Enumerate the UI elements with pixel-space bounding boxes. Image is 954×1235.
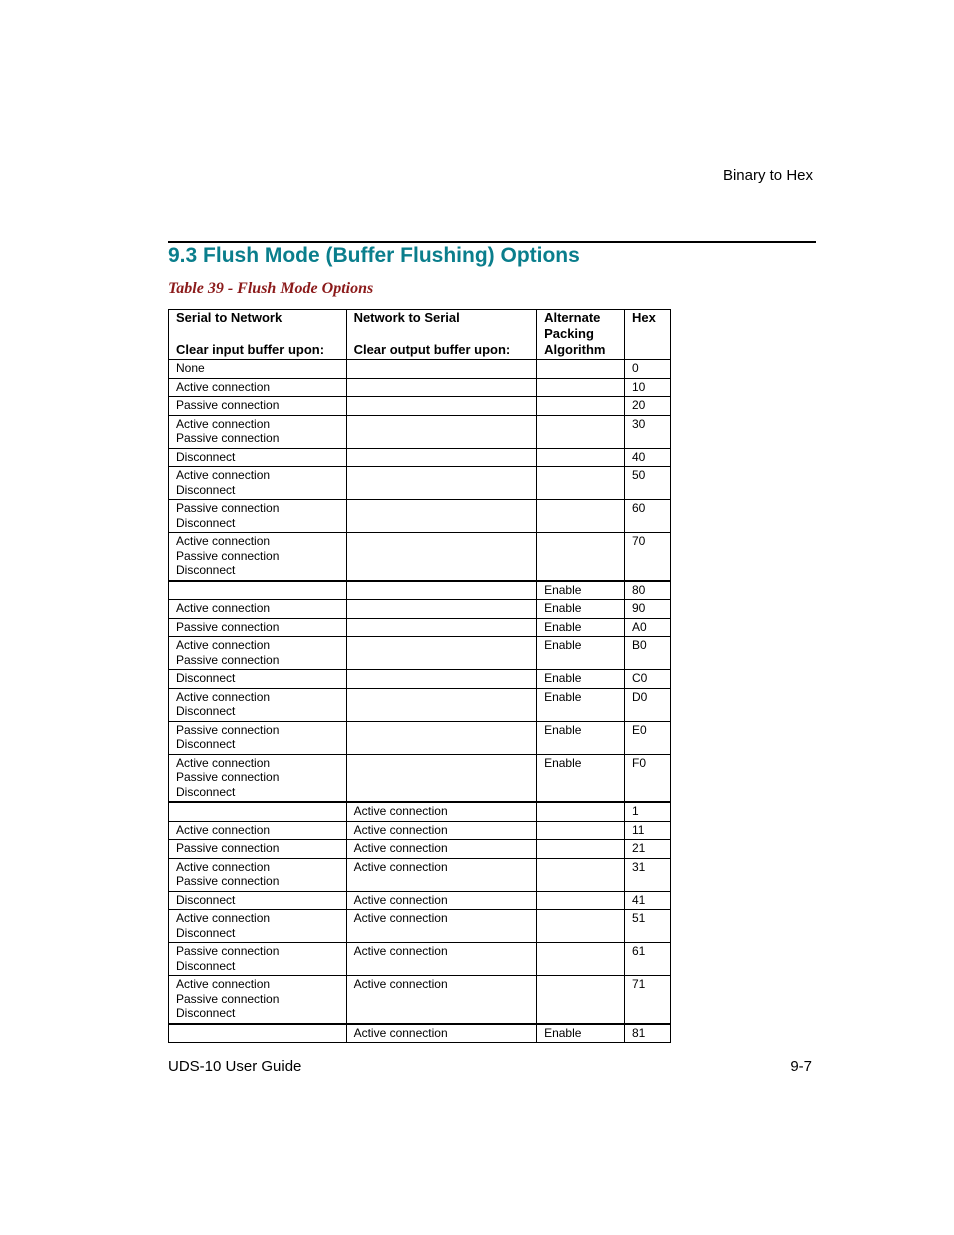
hex-cell: E0 — [625, 721, 671, 754]
table-row — [169, 976, 671, 1024]
network-to-serial-cell: Active connection — [346, 858, 537, 891]
serial-condition: Disconnect — [176, 563, 236, 577]
serial-condition: Disconnect — [176, 737, 236, 751]
serial-condition: Active connection — [176, 638, 271, 652]
network-to-serial-cell: Active connection — [346, 976, 537, 1024]
alternate-packing-cell — [537, 821, 625, 840]
hex-cell: 30 — [625, 415, 671, 448]
network-to-serial-cell: Active connection — [346, 840, 537, 859]
table-row — [169, 533, 671, 581]
alternate-packing-cell — [537, 858, 625, 891]
serial-to-network-cell — [169, 976, 347, 1024]
table-row — [169, 840, 671, 859]
table-row — [169, 618, 671, 637]
header-hex: Hex — [625, 310, 671, 360]
table-header-row — [169, 310, 671, 360]
serial-to-network-cell — [169, 688, 347, 721]
network-to-serial-cell — [346, 415, 537, 448]
alternate-packing-cell: Enable — [537, 600, 625, 619]
alternate-packing-cell — [537, 533, 625, 581]
alternate-packing-cell — [537, 415, 625, 448]
serial-condition: Passive connection — [176, 619, 280, 634]
table-row — [169, 448, 671, 467]
serial-condition: Disconnect — [176, 482, 236, 497]
table-row — [169, 821, 671, 840]
header-title: Serial to Network — [176, 310, 283, 325]
alternate-packing-cell: Enable — [537, 754, 625, 802]
table-row — [169, 891, 671, 910]
table-row — [169, 467, 671, 500]
network-to-serial-cell: Active connection — [346, 821, 537, 840]
serial-to-network-cell — [169, 721, 347, 754]
hex-cell: 81 — [625, 1024, 671, 1043]
serial-to-network-cell — [169, 821, 347, 840]
serial-to-network-cell — [169, 378, 347, 397]
serial-condition: Passive connection — [176, 548, 280, 563]
network-to-serial-cell — [346, 721, 537, 754]
network-to-serial-cell — [346, 754, 537, 802]
serial-condition: Disconnect — [176, 958, 236, 973]
table-row — [169, 721, 671, 754]
hex-cell: 41 — [625, 891, 671, 910]
section-rule — [168, 241, 816, 243]
hex-cell: 21 — [625, 840, 671, 859]
alternate-packing-cell: Enable — [537, 637, 625, 670]
serial-condition: Active connection — [176, 468, 271, 482]
serial-to-network-cell — [169, 840, 347, 859]
alternate-packing-cell — [537, 448, 625, 467]
serial-to-network-cell — [169, 802, 347, 821]
alternate-packing-cell — [537, 378, 625, 397]
hex-cell: 31 — [625, 858, 671, 891]
alternate-packing-cell — [537, 360, 625, 379]
section-title: 9.3 Flush Mode (Buffer Flushing) Options — [168, 244, 580, 267]
alternate-packing-cell — [537, 500, 625, 533]
alternate-packing-cell: Enable — [537, 688, 625, 721]
table-row — [169, 637, 671, 670]
serial-condition: Active connection — [176, 601, 271, 615]
table-row — [169, 802, 671, 821]
serial-condition: Active connection — [176, 859, 271, 874]
serial-to-network-cell — [169, 533, 347, 581]
table-row — [169, 858, 671, 891]
serial-to-network-cell — [169, 618, 347, 637]
table-row — [169, 670, 671, 689]
table-row — [169, 581, 671, 600]
alternate-packing-cell — [537, 802, 625, 821]
network-to-serial-cell — [346, 467, 537, 500]
header-title: Network to Serial — [353, 310, 460, 325]
hex-cell: 61 — [625, 943, 671, 976]
serial-to-network-cell — [169, 415, 347, 448]
hex-cell: A0 — [625, 618, 671, 637]
alternate-packing-cell — [537, 910, 625, 943]
serial-condition: Active connection — [176, 534, 271, 548]
serial-condition: Passive connection — [176, 652, 280, 667]
network-to-serial-cell: Active connection — [346, 802, 537, 821]
serial-condition: Disconnect — [176, 515, 236, 530]
header-subtitle: Clear output buffer upon: — [353, 342, 511, 357]
hex-cell: B0 — [625, 637, 671, 670]
serial-condition: Disconnect — [176, 1006, 236, 1020]
serial-condition: Passive connection — [176, 501, 280, 515]
network-to-serial-cell — [346, 600, 537, 619]
serial-condition: Disconnect — [176, 925, 236, 940]
network-to-serial-cell — [346, 500, 537, 533]
serial-to-network-cell — [169, 581, 347, 600]
hex-cell: F0 — [625, 754, 671, 802]
table-caption: Table 39 - Flush Mode Options — [168, 280, 374, 297]
network-to-serial-cell — [346, 360, 537, 379]
serial-condition: Active connection — [176, 416, 271, 431]
hex-cell: 60 — [625, 500, 671, 533]
footer-page-number: 9-7 — [790, 1058, 812, 1075]
alternate-packing-cell: Enable — [537, 618, 625, 637]
serial-to-network-cell — [169, 500, 347, 533]
header-network-to-serial — [346, 310, 537, 360]
serial-condition: Disconnect — [176, 671, 236, 685]
hex-cell: 70 — [625, 533, 671, 581]
hex-cell: 51 — [625, 910, 671, 943]
network-to-serial-cell — [346, 637, 537, 670]
table-row — [169, 1024, 671, 1043]
hex-cell: 80 — [625, 581, 671, 600]
network-to-serial-cell — [346, 688, 537, 721]
flush-mode-table — [168, 309, 671, 1043]
alternate-packing-cell: Enable — [537, 670, 625, 689]
serial-condition: None — [176, 361, 205, 375]
serial-condition: Passive connection — [176, 398, 280, 412]
running-head: Binary to Hex — [722, 167, 813, 184]
serial-condition: Passive connection — [176, 722, 280, 737]
serial-condition: Active connection — [176, 822, 271, 837]
table-body — [169, 360, 671, 1043]
alternate-packing-cell — [537, 397, 625, 416]
serial-to-network-cell — [169, 637, 347, 670]
network-to-serial-cell: Active connection — [346, 891, 537, 910]
alternate-packing-cell — [537, 467, 625, 500]
serial-to-network-cell — [169, 1024, 347, 1043]
hex-cell: 40 — [625, 448, 671, 467]
serial-condition: Passive connection — [176, 431, 280, 445]
header-subtitle: Clear input buffer upon: — [176, 342, 325, 357]
table-row — [169, 688, 671, 721]
header-alternate-packing: Alternate Packing Algorithm — [537, 310, 625, 360]
serial-condition: Active connection — [176, 755, 271, 770]
alternate-packing-cell — [537, 891, 625, 910]
serial-to-network-cell — [169, 670, 347, 689]
hex-cell: 1 — [625, 802, 671, 821]
serial-condition: Active connection — [176, 977, 271, 991]
table-row — [169, 378, 671, 397]
table-row — [169, 360, 671, 379]
network-to-serial-cell — [346, 397, 537, 416]
serial-condition: Passive connection — [176, 841, 280, 855]
serial-to-network-cell — [169, 467, 347, 500]
table-row — [169, 415, 671, 448]
serial-condition: Passive connection — [176, 991, 280, 1006]
serial-to-network-cell — [169, 910, 347, 943]
serial-to-network-cell — [169, 754, 347, 802]
network-to-serial-cell — [346, 581, 537, 600]
header-serial-to-network — [169, 310, 347, 360]
serial-condition: Passive connection — [176, 770, 280, 784]
table-row — [169, 910, 671, 943]
hex-cell: 0 — [625, 360, 671, 379]
serial-to-network-cell — [169, 943, 347, 976]
serial-condition: Passive connection — [176, 944, 280, 958]
hex-cell: 90 — [625, 600, 671, 619]
serial-to-network-cell — [169, 891, 347, 910]
alternate-packing-cell — [537, 840, 625, 859]
network-to-serial-cell — [346, 618, 537, 637]
network-to-serial-cell — [346, 378, 537, 397]
hex-cell: 50 — [625, 467, 671, 500]
network-to-serial-cell: Active connection — [346, 1024, 537, 1043]
serial-to-network-cell — [169, 448, 347, 467]
serial-condition: Disconnect — [176, 704, 236, 718]
alternate-packing-cell: Enable — [537, 1024, 625, 1043]
hex-cell: 71 — [625, 976, 671, 1024]
serial-condition: Active connection — [176, 689, 271, 704]
table-row — [169, 943, 671, 976]
network-to-serial-cell: Active connection — [346, 943, 537, 976]
alternate-packing-cell — [537, 976, 625, 1024]
alternate-packing-cell — [537, 943, 625, 976]
alternate-packing-cell: Enable — [537, 721, 625, 754]
hex-cell: 10 — [625, 378, 671, 397]
network-to-serial-cell — [346, 670, 537, 689]
serial-to-network-cell — [169, 397, 347, 416]
alternate-packing-cell: Enable — [537, 581, 625, 600]
serial-to-network-cell — [169, 858, 347, 891]
table-row — [169, 754, 671, 802]
hex-cell: 11 — [625, 821, 671, 840]
serial-condition: Active connection — [176, 379, 271, 394]
hex-cell: C0 — [625, 670, 671, 689]
network-to-serial-cell — [346, 448, 537, 467]
serial-to-network-cell — [169, 360, 347, 379]
serial-condition: Active connection — [176, 911, 271, 925]
table-row — [169, 500, 671, 533]
serial-condition: Disconnect — [176, 449, 236, 464]
network-to-serial-cell — [346, 533, 537, 581]
serial-to-network-cell — [169, 600, 347, 619]
serial-condition: Passive connection — [176, 874, 280, 888]
serial-condition: Disconnect — [176, 784, 236, 799]
table-row — [169, 600, 671, 619]
hex-cell: 20 — [625, 397, 671, 416]
footer-guide-title: UDS-10 User Guide — [168, 1058, 302, 1075]
network-to-serial-cell: Active connection — [346, 910, 537, 943]
hex-cell: D0 — [625, 688, 671, 721]
table-row — [169, 397, 671, 416]
serial-condition: Disconnect — [176, 892, 236, 907]
